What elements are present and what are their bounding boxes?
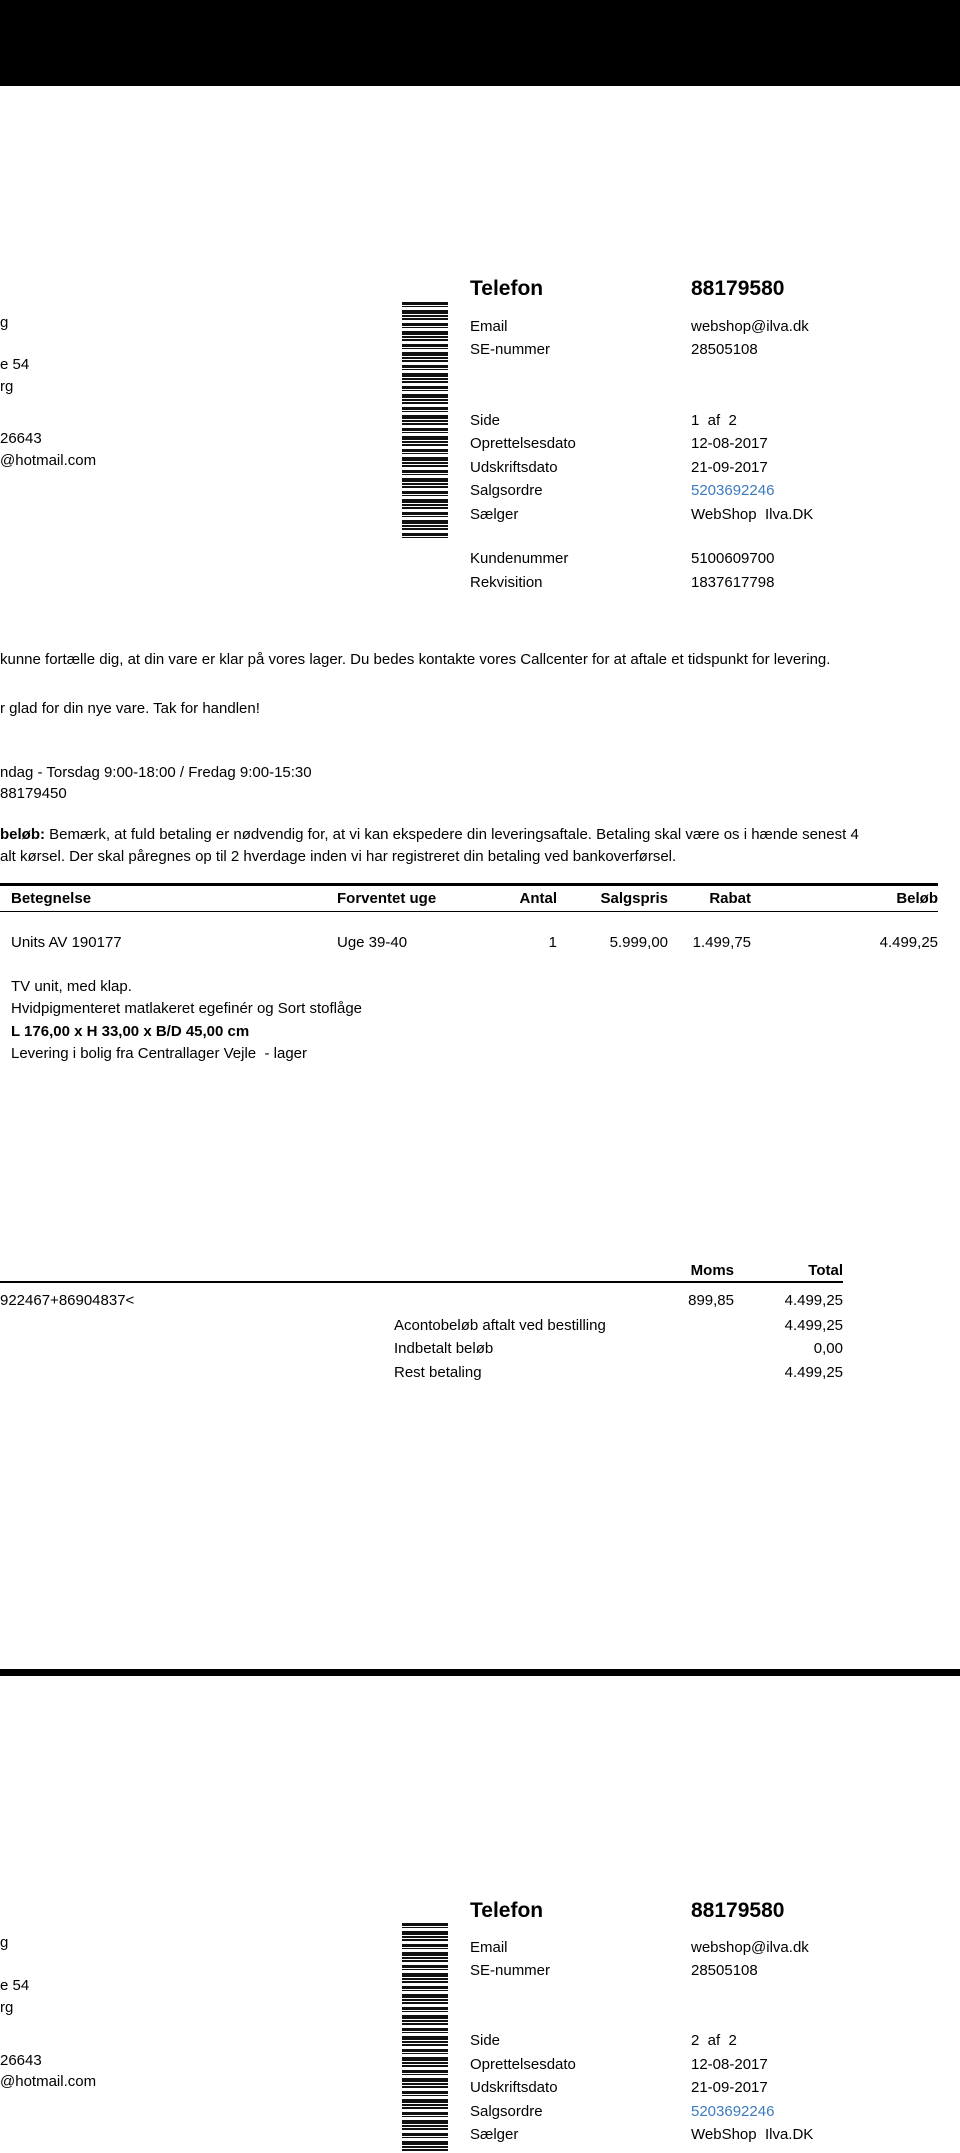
address-fragment: rg: [0, 1999, 14, 2016]
payment-code-fragment: 922467+86904837<: [0, 1292, 135, 1309]
customer-number-value: 5100609700: [691, 550, 775, 567]
se-number-label: SE-nummer: [470, 1962, 551, 1979]
body-line-payment-notice: [0, 825, 859, 844]
totals-row-value: 4.499,25: [784, 1364, 843, 1381]
print-date-label: Udskriftsdato: [470, 459, 558, 476]
se-number-value: 28505108: [691, 1962, 758, 1979]
item-discount: 1.499,75: [692, 934, 751, 951]
requisition-label: Rekvisition: [470, 574, 543, 591]
item-description: Hvidpigmenteret matlakeret egefinér og Sort stoflåge: [11, 1000, 363, 1017]
print-date-label: Udskriftsdato: [470, 2079, 558, 2096]
totals-row-label: Rest betaling: [394, 1364, 482, 1381]
totals-row-label: Indbetalt beløb: [394, 1340, 494, 1357]
phone-label: Telefon: [470, 277, 544, 300]
col-header-beloeb: Beløb: [896, 890, 938, 907]
table-header-rule: [0, 911, 938, 912]
col-header-rabat: Rabat: [709, 890, 751, 907]
address-fragment: e 54: [0, 1977, 30, 1994]
body-line: kunne fortælle dig, at din vare er klar på vores lager. Du bedes kontakte vores Callcenter for at aftale et tidspunkt for levering.: [0, 651, 831, 668]
body-line-phone: 88179450: [0, 785, 67, 802]
address-fragment: rg: [0, 378, 14, 395]
top-black-bar: [0, 0, 960, 86]
email-value: webshop@ilva.dk: [691, 1939, 809, 1956]
sales-order-label: Salgsordre: [470, 482, 543, 499]
address-fragment: g: [0, 1934, 9, 1951]
item-dimensions: L 176,00 x H 33,00 x B/D 45,00 cm: [11, 1023, 250, 1040]
address-fragment: @hotmail.com: [0, 452, 97, 469]
page-number-label: Side: [470, 2032, 501, 2049]
sales-order-label: Salgsordre: [470, 2103, 543, 2120]
col-header-antal: Antal: [519, 890, 557, 907]
address-fragment: e 54: [0, 356, 30, 373]
address-fragment: g: [0, 314, 9, 331]
totals-moms-value: 899,85: [688, 1292, 734, 1309]
barcode-image: [402, 302, 448, 540]
se-number-value: 28505108: [691, 341, 758, 358]
phone-value: 88179580: [691, 277, 785, 300]
se-number-label: SE-nummer: [470, 341, 551, 358]
address-fragment: 26643: [0, 430, 42, 447]
phone-label: Telefon: [470, 1899, 544, 1922]
col-header-betegnelse: Betegnelse: [11, 890, 92, 907]
payment-notice-rest: Bemærk, at fuld betaling er nødvendig for, at vi kan ekspedere din leveringsaftale. Betaling skal være os i hænde senest 4: [45, 826, 859, 843]
sales-order-link[interactable]: 5203692246: [691, 482, 775, 499]
print-date-value: 21-09-2017: [691, 459, 768, 476]
print-date-value: 21-09-2017: [691, 2079, 768, 2096]
totals-header-total: Total: [808, 1262, 843, 1279]
body-line: alt kørsel. Der skal påregnes op til 2 hverdage inden vi har registreret din betaling ved bankoverførsel.: [0, 848, 677, 865]
creation-date-value: 12-08-2017: [691, 2056, 768, 2073]
totals-total-value: 4.499,25: [784, 1292, 843, 1309]
totals-row-value: 0,00: [813, 1340, 843, 1357]
barcode-image: [402, 1923, 448, 2153]
page-number-value: 1 af 2: [691, 412, 737, 429]
requisition-value: 1837617798: [691, 574, 775, 591]
totals-header-moms: Moms: [690, 1262, 734, 1279]
address-fragment: 26643: [0, 2052, 42, 2069]
page-number-label: Side: [470, 412, 501, 429]
seller-label: Sælger: [470, 506, 519, 523]
seller-value: WebShop Ilva.DK: [691, 506, 814, 523]
item-description: TV unit, med klap.: [11, 978, 132, 995]
body-line-opening-hours: ndag - Torsdag 9:00-18:00 / Fredag 9:00-15:30: [0, 764, 312, 781]
page-number-value: 2 af 2: [691, 2032, 737, 2049]
item-price: 5.999,00: [609, 934, 668, 951]
page-separator: [0, 1669, 960, 1676]
item-week: Uge 39-40: [337, 934, 408, 951]
seller-value: WebShop Ilva.DK: [691, 2126, 814, 2143]
sales-order-link[interactable]: 5203692246: [691, 2103, 775, 2120]
item-name: Units AV 190177: [11, 934, 122, 951]
totals-header-rule: [0, 1281, 843, 1283]
col-header-salgspris: Salgspris: [600, 890, 668, 907]
creation-date-label: Oprettelsesdato: [470, 2056, 576, 2073]
item-qty: 1: [548, 934, 557, 951]
email-value: webshop@ilva.dk: [691, 318, 809, 335]
col-header-forventet-uge: Forventet uge: [337, 890, 437, 907]
email-label: Email: [470, 1939, 508, 1956]
table-top-rule: [0, 883, 938, 886]
creation-date-value: 12-08-2017: [691, 435, 768, 452]
item-amount: 4.499,25: [879, 934, 938, 951]
body-line: r glad for din nye vare. Tak for handlen!: [0, 700, 260, 717]
seller-label: Sælger: [470, 2126, 519, 2143]
creation-date-label: Oprettelsesdato: [470, 435, 576, 452]
item-delivery: Levering i bolig fra Centrallager Vejle - lager: [11, 1045, 307, 1062]
address-fragment: @hotmail.com: [0, 2073, 97, 2090]
payment-notice-bold: beløb:: [0, 826, 45, 843]
totals-row-label: Acontobeløb aftalt ved bestilling: [394, 1317, 606, 1334]
phone-value: 88179580: [691, 1899, 785, 1922]
email-label: Email: [470, 318, 508, 335]
customer-number-label: Kundenummer: [470, 550, 569, 567]
totals-row-value: 4.499,25: [784, 1317, 843, 1334]
